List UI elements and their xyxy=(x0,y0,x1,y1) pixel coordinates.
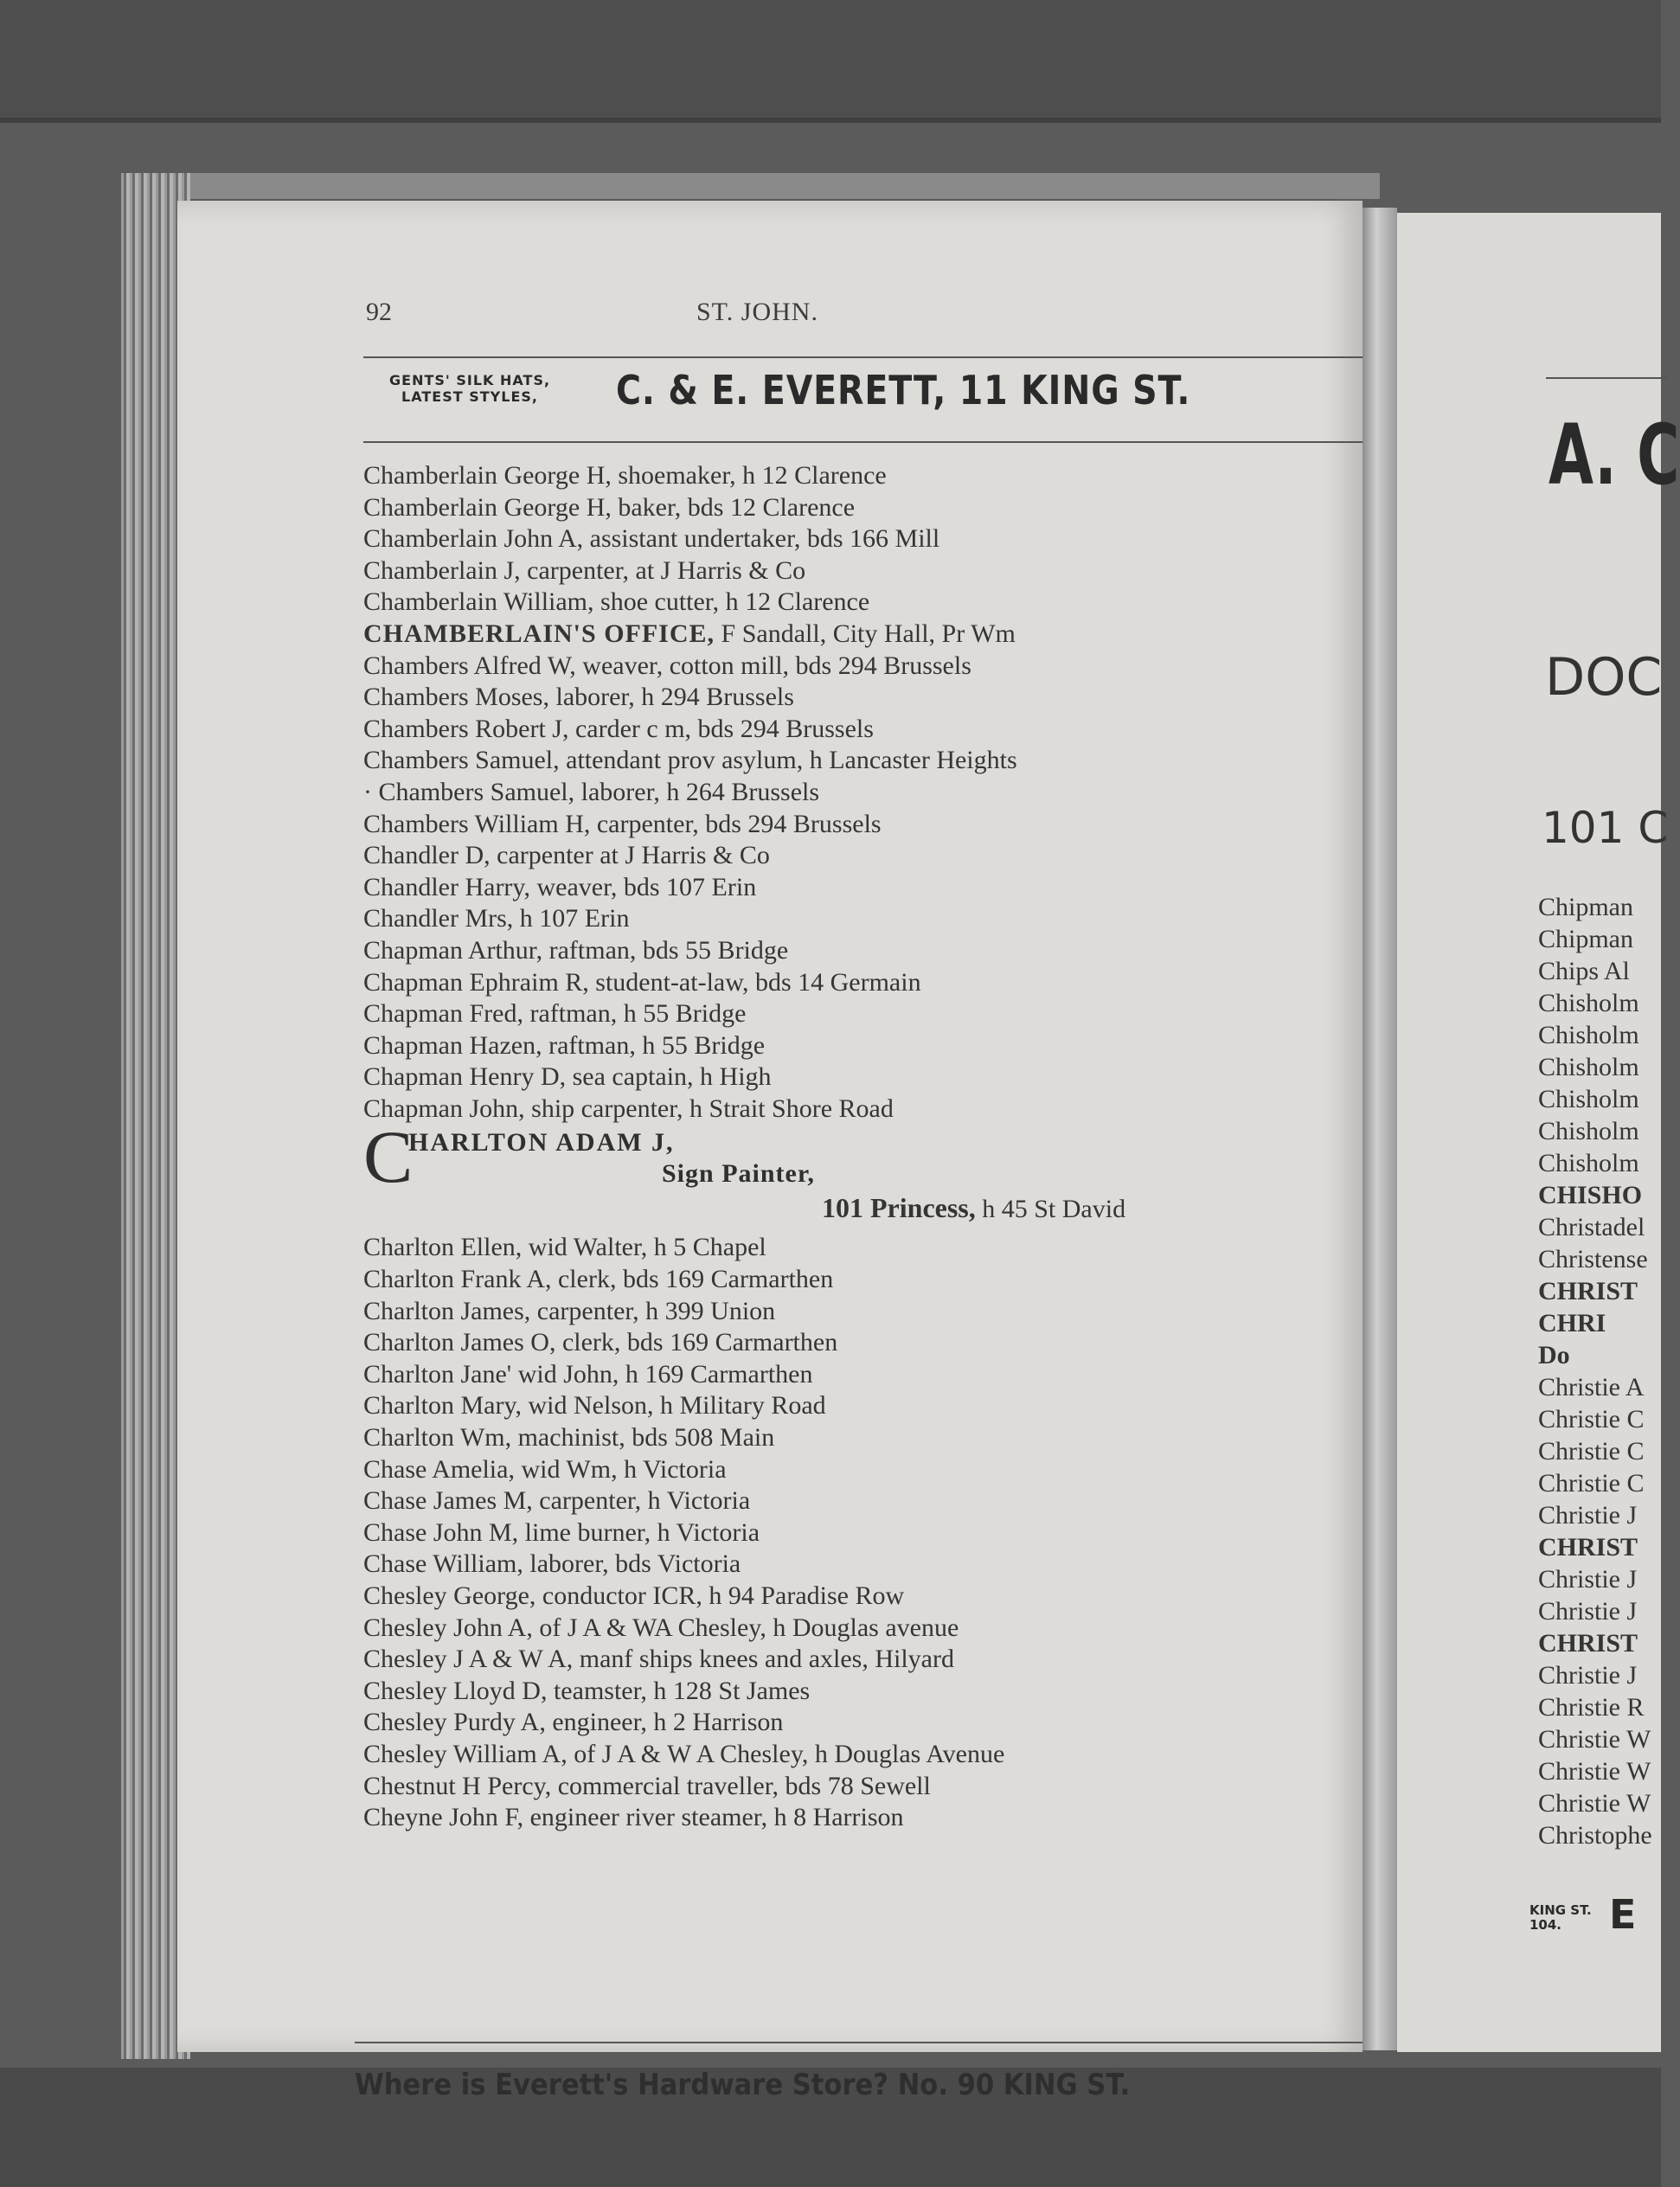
right-page-entry: Chisholm xyxy=(1538,989,1639,1017)
directory-entries xyxy=(363,460,1384,1834)
bottom-advertisement: Where is Everett's Hardware Store? No. 90 KING ST. xyxy=(355,2068,1131,2102)
directory-entry: Charlton Frank A, clerk, bds 169 Carmarthen xyxy=(363,1265,834,1294)
right-page-entry: Christie C xyxy=(1538,1437,1645,1465)
top-advertisement xyxy=(389,367,1375,426)
right-page-ad-small: KING ST. 104. xyxy=(1529,1902,1592,1933)
ad-small-text: GENTS' SILK HATS, LATEST STYLES, xyxy=(389,372,551,405)
directory-entry: Charlton Mary, wid Nelson, h Military Road xyxy=(363,1391,826,1421)
right-page-entry: Chisholm xyxy=(1538,1149,1639,1177)
right-page-entries xyxy=(1538,891,1652,1851)
directory-entry: Chestnut H Percy, commercial traveller, bds 78 Sewell xyxy=(363,1771,931,1800)
directory-entry: Charlton Ellen, wid Walter, h 5 Chapel xyxy=(363,1233,766,1262)
running-head: ST. JOHN. xyxy=(696,298,818,326)
directory-entry: · Chambers Samuel, laborer, h 264 Brussels xyxy=(363,777,820,806)
right-page-entry: Chisholm xyxy=(1538,1117,1639,1145)
right-page-entry: Christie C xyxy=(1538,1405,1645,1433)
right-page-heading: A. C xyxy=(1549,407,1680,503)
right-page-ad-big: E xyxy=(1609,1891,1637,1938)
right-page-entry: Chisholm xyxy=(1538,1021,1639,1049)
footer-rule xyxy=(355,2042,1375,2043)
ad-rule xyxy=(363,441,1384,443)
right-page-entry: Christie J xyxy=(1538,1661,1638,1690)
directory-entry: Chambers Alfred W, weaver, cotton mill, bds 294 Brussels xyxy=(363,651,971,680)
ad-main-text: C. & E. EVERETT, 11 KING ST. xyxy=(616,367,1191,414)
directory-entry: Chase William, laborer, bds Victoria xyxy=(363,1549,741,1579)
directory-entry: Charlton Wm, machinist, bds 508 Main xyxy=(363,1423,775,1453)
directory-entry: Charlton James O, clerk, bds 169 Carmarthen xyxy=(363,1328,838,1357)
right-page-entry: Christie W xyxy=(1538,1757,1651,1786)
directory-entry: Chambers Robert J, carder c m, bds 294 Brussels xyxy=(363,714,874,743)
right-page-entry: Chipman xyxy=(1538,925,1633,953)
directory-entry: Chesley William A, of J A & W A Chesley, h Douglas Avenue xyxy=(363,1739,1005,1768)
directory-entry: Chapman Hazen, raftman, h 55 Bridge xyxy=(363,1030,766,1060)
directory-entry: Chase John M, lime burner, h Victoria xyxy=(363,1517,760,1547)
directory-entry: Chandler Harry, weaver, bds 107 Erin xyxy=(363,872,757,901)
directory-entry: Charlton James, carpenter, h 399 Union xyxy=(363,1296,776,1325)
right-page-entry: Chisholm xyxy=(1538,1085,1639,1113)
directory-entry: Chesley John A, of J A & WA Chesley, h Douglas avenue xyxy=(363,1613,959,1642)
right-page-entry: CHRIST xyxy=(1538,1277,1638,1305)
page-number: 92 xyxy=(366,298,392,326)
scan-background-top xyxy=(0,0,1661,121)
directory-entry: Cheyne John F, engineer river steamer, h 8 Harrison xyxy=(363,1803,904,1832)
charlton-advertisement xyxy=(363,1115,1384,1232)
directory-entry: Chapman Fred, raftman, h 55 Bridge xyxy=(363,999,747,1029)
ad-name: HARLTON ADAM J, xyxy=(408,1128,675,1158)
right-page-entry: Christie W xyxy=(1538,1725,1651,1754)
directory-entry: Chase Amelia, wid Wm, h Victoria xyxy=(363,1454,727,1484)
right-page-entry: Christophe xyxy=(1538,1821,1652,1850)
right-page-entry: Chips Al xyxy=(1538,957,1630,985)
directory-entry: Chapman Arthur, raftman, bds 55 Bridge xyxy=(363,935,789,965)
directory-entry: Chesley Purdy A, engineer, h 2 Harrison xyxy=(363,1708,784,1737)
right-page-entry: Christie A xyxy=(1538,1373,1645,1401)
directory-entry: Chamberlain George H, shoemaker, h 12 Clarence xyxy=(363,461,887,490)
directory-entry: Chesley J A & W A, manf ships knees and axles, Hilyard xyxy=(363,1645,954,1674)
directory-entry: Chapman Ephraim R, student-at-law, bds 14 Germain xyxy=(363,967,921,997)
directory-entry: Chambers Samuel, attendant prov asylum, h Lancaster Heights xyxy=(363,746,1017,775)
right-page-entry: Chisholm xyxy=(1538,1053,1639,1081)
right-page-entry: Christense xyxy=(1538,1245,1648,1273)
directory-entry: Chambers Moses, laborer, h 294 Brussels xyxy=(363,683,794,712)
directory-entry: CHAMBERLAIN'S OFFICE, F Sandall, City Hall, Pr Wm xyxy=(363,619,1016,648)
right-page-entry: Christadel xyxy=(1538,1213,1645,1241)
directory-entry: Chapman Henry D, sea captain, h High xyxy=(363,1062,772,1092)
directory-entry: Chesley Lloyd D, teamster, h 128 St James xyxy=(363,1676,811,1705)
directory-entry: Chamberlain John A, assistant undertaker, bds 166 Mill xyxy=(363,524,940,554)
right-page-entry: Christie R xyxy=(1538,1693,1645,1722)
directory-entry: Chesley George, conductor ICR, h 94 Paradise Row xyxy=(363,1581,905,1610)
right-page-entry: CHRIST xyxy=(1538,1629,1638,1658)
drop-cap: C xyxy=(363,1115,414,1199)
right-page-entry: Christie J xyxy=(1538,1597,1638,1626)
directory-entry: Charlton Jane' wid John, h 169 Carmarthen xyxy=(363,1359,813,1389)
directory-entry: Chandler Mrs, h 107 Erin xyxy=(363,904,630,933)
right-page-entry: CHRI xyxy=(1538,1309,1606,1337)
directory-entry: Chase James M, carpenter, h Victoria xyxy=(363,1486,751,1516)
scan-edge-line xyxy=(0,118,1661,123)
right-page-entry: Chipman xyxy=(1538,893,1633,921)
directory-entry: Chamberlain George H, baker, bds 12 Clarence xyxy=(363,492,856,522)
directory-entry: Chambers William H, carpenter, bds 294 Brussels xyxy=(363,809,882,838)
right-page-entry: Christie C xyxy=(1538,1469,1645,1498)
directory-entry: Chamberlain William, shoe cutter, h 12 Clarence xyxy=(363,587,870,617)
right-page-entry: Do xyxy=(1538,1341,1570,1369)
ad-address: 101 Princess, h 45 St David xyxy=(822,1192,1126,1224)
directory-entry: Chandler D, carpenter at J Harris & Co xyxy=(363,841,770,870)
right-page-entry: Christie J xyxy=(1538,1565,1638,1594)
book-gutter xyxy=(1363,208,1397,2050)
right-header-rule xyxy=(1546,377,1667,379)
right-page-entry: CHISHO xyxy=(1538,1181,1643,1209)
left-page xyxy=(177,201,1363,2102)
ad-trade: Sign Painter, xyxy=(662,1159,815,1189)
directory-entry: Chamberlain J, carpenter, at J Harris & Co xyxy=(363,555,806,585)
right-page-entry: CHRIST xyxy=(1538,1533,1638,1562)
right-page-address-heading: 101 C xyxy=(1542,803,1669,853)
book-top-edge xyxy=(125,173,1380,199)
right-page-doc-heading: DOC xyxy=(1545,647,1663,708)
directory-entry: Chapman John, ship carpenter, h Strait Shore Road xyxy=(363,1094,894,1123)
header-rule xyxy=(363,356,1384,358)
right-page-entry: Christie J xyxy=(1538,1501,1638,1530)
right-page-entry: Christie W xyxy=(1538,1789,1651,1818)
